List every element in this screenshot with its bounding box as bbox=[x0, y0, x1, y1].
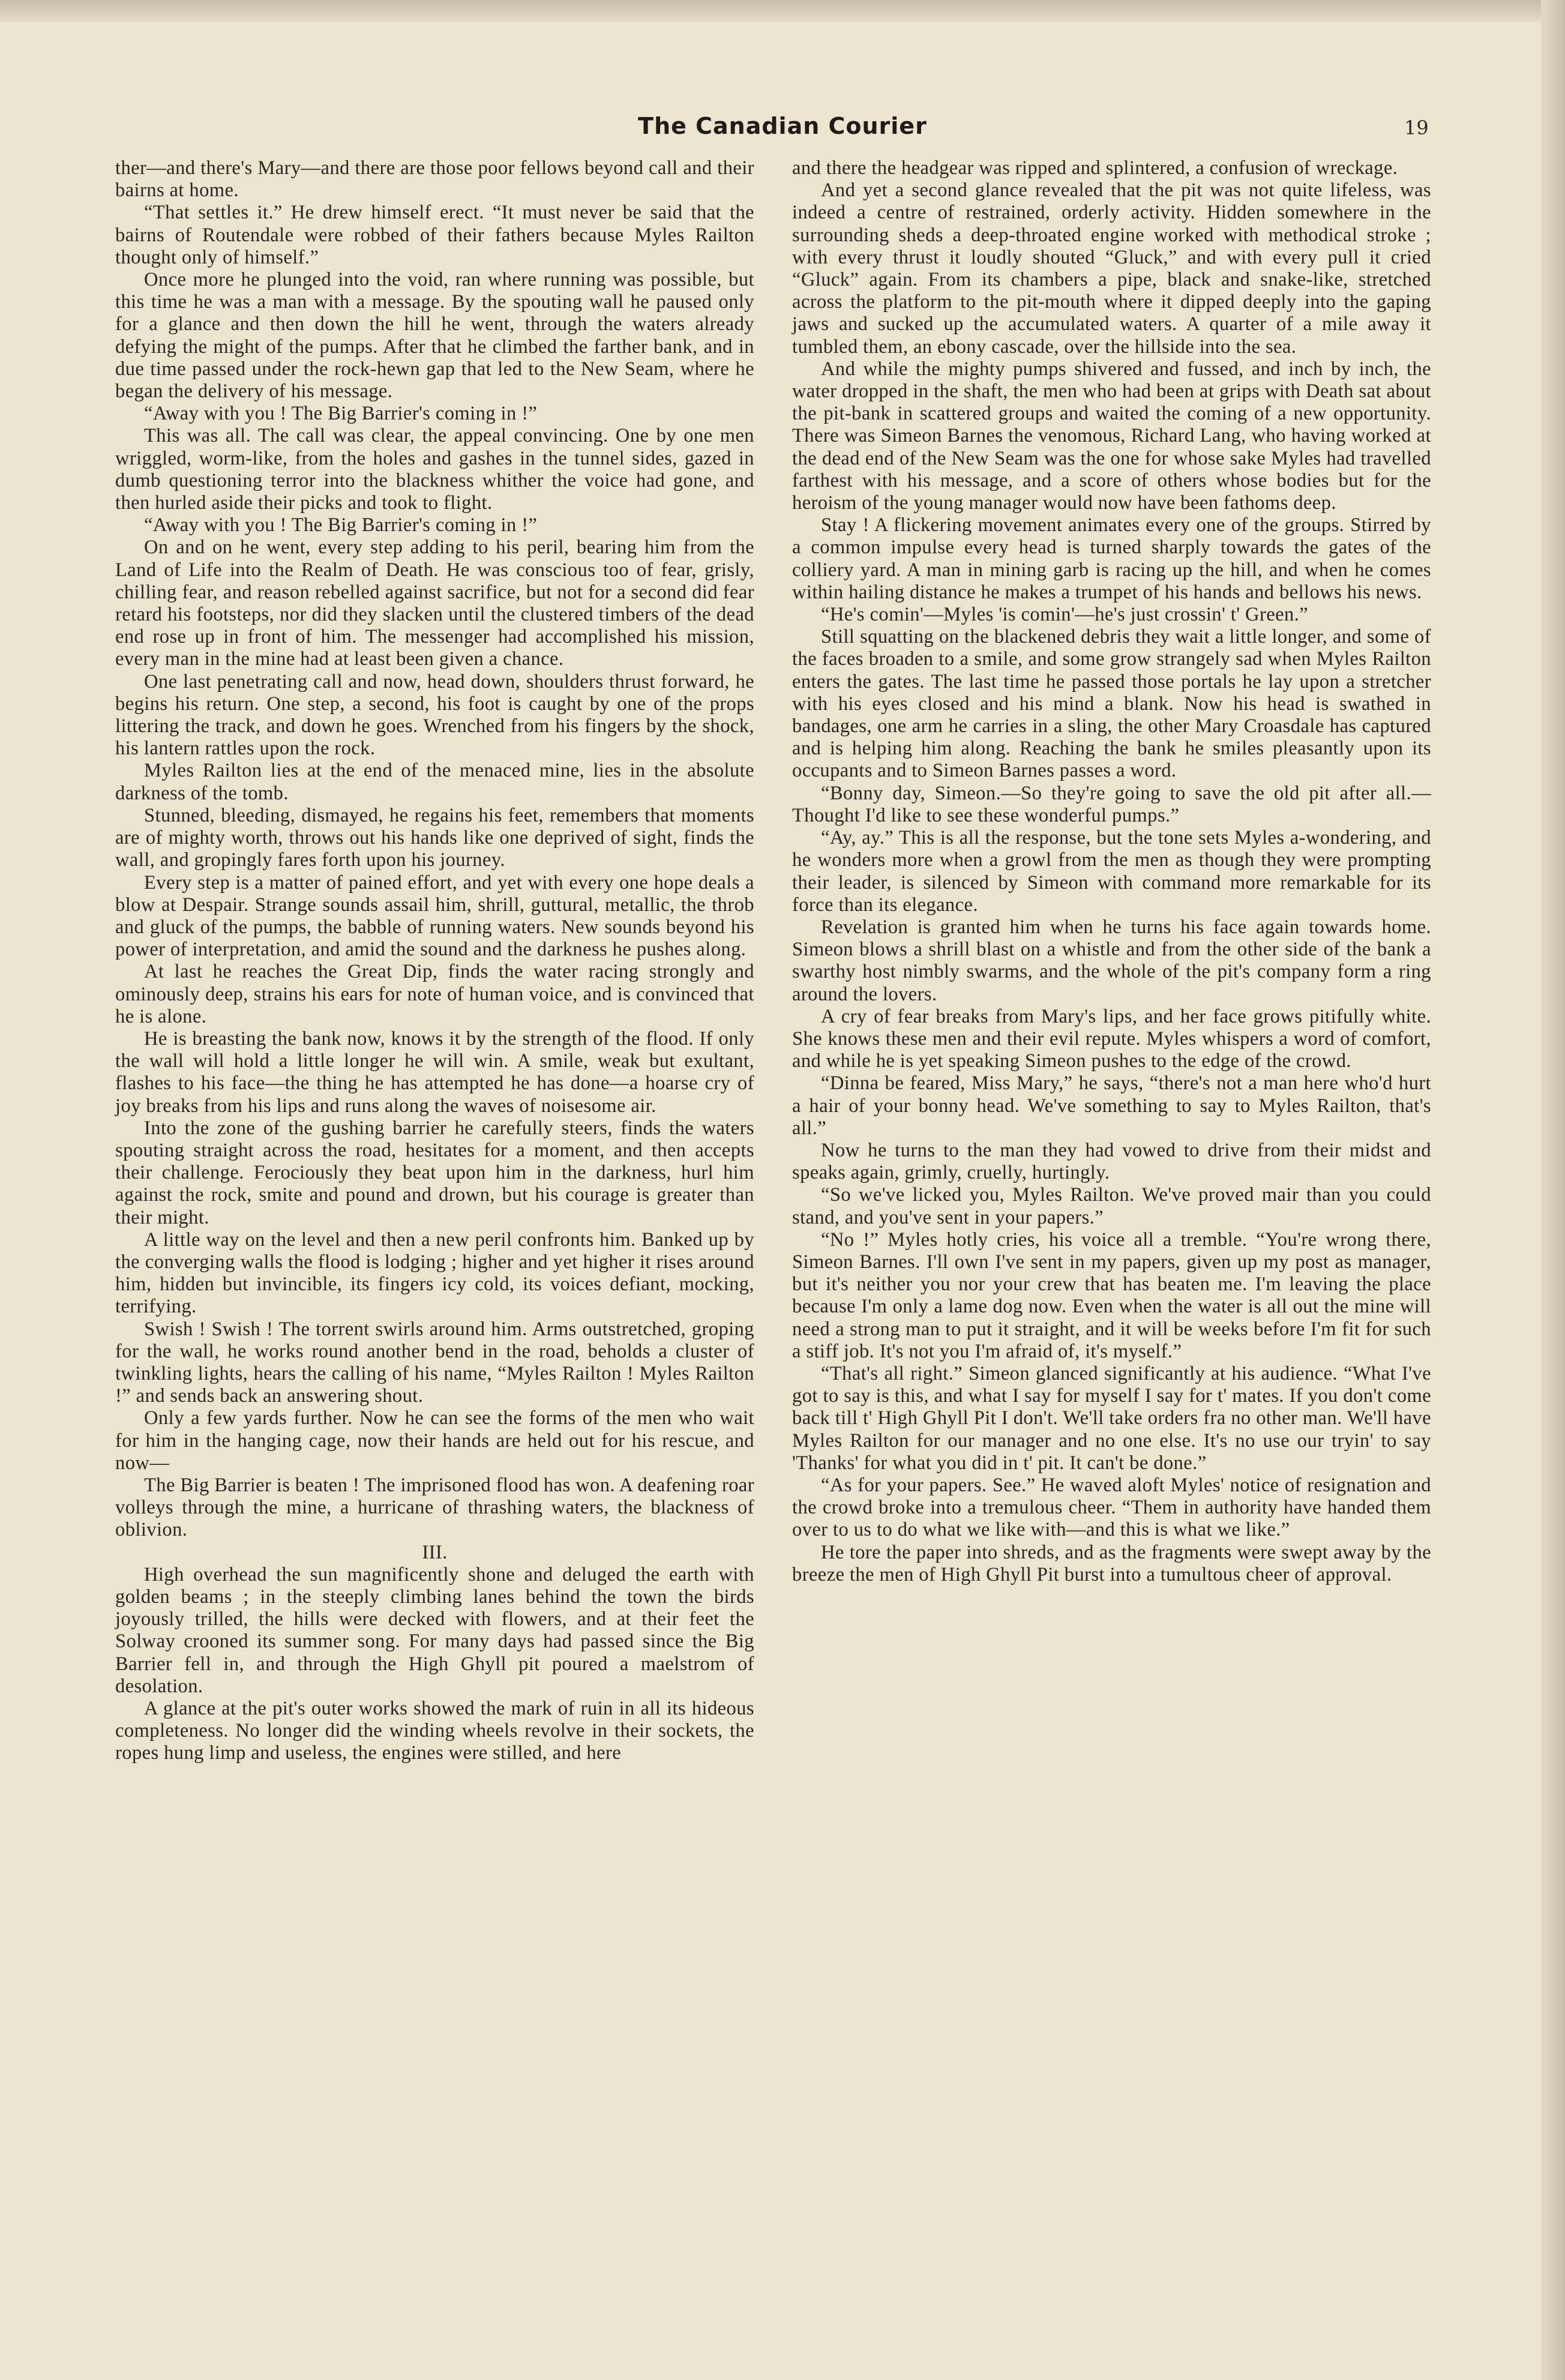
paragraph: “So we've licked you, Myles Railton. We've proved mair than you could stand, and you've sent in your papers.” bbox=[792, 1184, 1431, 1228]
paragraph: Revelation is granted him when he turns his face again towards home. Simeon blows a shrill blast on a whistle and from the other side of the bank a swarthy host nimbly swarms, and the whole of the pit's company form a ring around the lovers. bbox=[792, 916, 1431, 1005]
masthead: The Canadian Courier bbox=[638, 113, 927, 139]
paragraph: Only a few yards further. Now he can see the forms of the men who wait for him in the hanging cage, now their hands are held out for his rescue, and now— bbox=[115, 1407, 754, 1474]
right-column bbox=[792, 157, 1431, 1586]
paragraph: This was all. The call was clear, the appeal convincing. One by one men wriggled, worm-like, from the holes and gashes in the tunnel sides, gazed in dumb questioning terror into the blackness whither the voice had gone, and then hurled aside their picks and took to flight. bbox=[115, 425, 754, 514]
page-right-edge bbox=[1541, 0, 1565, 2380]
paragraph: And yet a second glance revealed that the pit was not quite lifeless, was indeed a centre of restrained, orderly activity. Hidden somewhere in the surrounding sheds a deep-throated engine worked with methodical stroke ; with every thrust it loudly shouted “Gluck,” and with every pull it cried “Gluck” again. From its chambers a pipe, black and snake-like, stretched across the platform to the pit-mouth where it dipped deeply into the gaping jaws and sucked up the accumulated waters. A quarter of a mile away it tumbled them, an ebony cascade, over the hillside into the sea. bbox=[792, 179, 1431, 358]
paragraph: One last penetrating call and now, head down, shoulders thrust forward, he begins his return. One step, a second, his foot is caught by one of the props littering the track, and down he goes. Wrenched from his fingers by the shock, his lantern rattles upon the rock. bbox=[115, 670, 754, 760]
paragraph: “Away with you ! The Big Barrier's coming in !” bbox=[144, 403, 538, 425]
paragraph: “Ay, ay.” This is all the response, but the tone sets Myles a-wondering, and he wonders more when a growl from the men as though they were prompting their leader, is silenced by Simeon with command more remarkable for its force than its elegance. bbox=[792, 827, 1431, 916]
paragraph: ther—and there's Mary—and there are those poor fellows beyond call and their bairns at home. bbox=[115, 157, 754, 202]
paragraph: Stay ! A flickering movement animates every one of the groups. Stirred by a common impulse every head is turned sharply towards the gates of the colliery yard. A man in mining garb is racing up the hill, and when he comes within hailing distance he makes a trumpet of his hands and bellows his news. bbox=[792, 514, 1431, 603]
paragraph: “Bonny day, Simeon.—So they're going to save the old pit after all.—Thought I'd like to see these wonderful pumps.” bbox=[792, 782, 1431, 826]
paragraph: And while the mighty pumps shivered and fussed, and inch by inch, the water dropped in the shaft, the men who had been at grips with Death sat about the pit-bank in scattered groups and waited the coming of a new opportunity. There was Simeon Barnes the venomous, Richard Lang, who having worked at the dead end of the New Seam was the one for whose sake Myles had travelled farthest with his message, and a score of others whose bodies but for the heroism of the young manager would now have been fathoms deep. bbox=[792, 358, 1431, 514]
paragraph: Now he turns to the man they had vowed to drive from their midst and speaks again, grimly, cruelly, hurtingly. bbox=[792, 1139, 1431, 1184]
paragraph: Swish ! Swish ! The torrent swirls around him. Arms outstretched, groping for the wall, he works round another bend in the road, beholds a cluster of twinkling lights, hears the calling of his name, “Myles Railton ! Myles Railton !” and sends back an answering shout. bbox=[115, 1318, 754, 1407]
paragraph: and there the headgear was ripped and splintered, a confusion of wreckage. bbox=[792, 157, 1398, 179]
paragraph: The Big Barrier is beaten ! The imprisoned flood has won. A deafening roar volleys through the mine, a hurricane of thrashing waters, the blackness of oblivion. bbox=[115, 1474, 754, 1541]
paragraph: “No !” Myles hotly cries, his voice all a tremble. “You're wrong there, Simeon Barnes. I'll own I've sent in my papers, given up my post as manager, but it's neither you nor your crew that has beaten me. I'm leaving the place because I'm only a lame dog now. Even when the water is all out the mine will need a strong man to put it straight, and it will be weeks before I'm fit for such a stiff job. It's not you I'm afraid of, it's myself.” bbox=[792, 1228, 1431, 1362]
paragraph: “Dinna be feared, Miss Mary,” he says, “there's not a man here who'd hurt a hair of your bonny head. We've something to say to Myles Railton, that's all.” bbox=[792, 1072, 1431, 1139]
paragraph: Myles Railton lies at the end of the menaced mine, lies in the absolute darkness of the tomb. bbox=[115, 760, 754, 804]
paragraph: Every step is a matter of pained effort, and yet with every one hope deals a blow at Despair. Strange sounds assail him, shrill, guttural, metallic, the throb and gluck of the pumps, the babble of running waters. New sounds beyond his power of interpretation, and amid the sound and the darkness he pushes along. bbox=[115, 871, 754, 961]
section-number: III. bbox=[422, 1541, 448, 1563]
paragraph: He tore the paper into shreds, and as the fragments were swept away by the breeze the men of High Ghyll Pit burst into a tumultous cheer of approval. bbox=[792, 1541, 1431, 1585]
paragraph: “That's all right.” Simeon glanced significantly at his audience. “What I've got to say is this, and what I say for myself I say for t' mates. If you don't come back till t' High Ghyll Pit I don't. We'll take orders fra no other man. We'll have Myles Railton for our manager and no one else. It's no use our tryin' to say 'Thanks' for what you did in t' pit. It can't be done.” bbox=[792, 1362, 1431, 1474]
paragraph: Still squatting on the blackened debris they wait a little longer, and some of the faces broaden to a smile, and some grow strangely sad when Myles Railton enters the gates. The last time he passed those portals he lay upon a stretcher with his eyes closed and his mind a blank. Now his head is swathed in bandages, one arm he carries in a sling, the other Mary Croasdale has captured and is helping him along. Reaching the bank he smiles pleasantly upon its occupants and to Simeon Barnes passes a word. bbox=[792, 626, 1431, 782]
page-header bbox=[0, 113, 1565, 149]
paragraph: “He's comin'—Myles 'is comin'—he's just crossin' t' Green.” bbox=[821, 604, 1309, 626]
paragraph: On and on he went, every step adding to his peril, bearing him from the Land of Life into the Realm of Death. He was conscious too of fear, grisly, chilling fear, and reason rebelled against sacrifice, but not for a second did fear retard his footsteps, nor did they slacken until the clustered timbers of the dead end rose up in front of him. The messenger had accomplished his mission, every man in the mine had at least been given a chance. bbox=[115, 536, 754, 670]
paragraph: Once more he plunged into the void, ran where running was possible, but this time he was a man with a message. By the spouting wall he paused only for a glance and then down the hill he went, through the waters already defying the might of the pumps. After that he climbed the farther bank, and in due time passed under the rock-hewn gap that led to the New Seam, where he began the delivery of his message. bbox=[115, 269, 754, 403]
paragraph: “As for your papers. See.” He waved aloft Myles' notice of resignation and the crowd broke into a tremulous cheer. “Them in authority have handed them over to us to do what we like with—and this is what we like.” bbox=[792, 1474, 1431, 1541]
paragraph: At last he reaches the Great Dip, finds the water racing strongly and ominously deep, strains his ears for note of human voice, and is convinced that he is alone. bbox=[115, 961, 754, 1027]
paragraph: Stunned, bleeding, dismayed, he regains his feet, remembers that moments are of mighty worth, throws out his hands like one deprived of sight, finds the wall, and gropingly fares forth upon his journey. bbox=[115, 804, 754, 871]
paragraph: “Away with you ! The Big Barrier's coming in !” bbox=[144, 514, 538, 536]
left-column bbox=[115, 157, 754, 1765]
paragraph: A cry of fear breaks from Mary's lips, and her face grows pitifully white. She knows these men and their evil repute. Myles whispers a word of comfort, and while he is yet speaking Simeon pushes to the edge of the crowd. bbox=[792, 1005, 1431, 1072]
paragraph: Into the zone of the gushing barrier he carefully steers, finds the waters spouting straight across the road, hesitates for a moment, and then accepts their challenge. Ferociously they beat upon him in the darkness, hurl him against the rock, smite and pound and drown, but his courage is greater than their might. bbox=[115, 1117, 754, 1228]
page-top-edge bbox=[0, 0, 1565, 22]
paragraph: He is breasting the bank now, knows it by the strength of the flood. If only the wall will hold a little longer he will win. A smile, weak but exultant, flashes to his face—the thing he has attempted he has done—a hoarse cry of joy breaks from his lips and runs along the waves of noisesome air. bbox=[115, 1027, 754, 1117]
paragraph: “That settles it.” He drew himself erect. “It must never be said that the bairns of Routendale were robbed of their fathers because Myles Railton thought only of himself.” bbox=[115, 202, 754, 268]
page-number: 19 bbox=[1404, 116, 1429, 139]
paragraph: A little way on the level and then a new peril confronts him. Banked up by the converging walls the flood is lodging ; higher and yet higher it rises around him, hidden but invincible, its fingers icy cold, its voices defiant, mocking, terrifying. bbox=[115, 1228, 754, 1318]
paragraph: High overhead the sun magnificently shone and deluged the earth with golden beams ; in the steeply climbing lanes behind the town the birds joyously trilled, the hills were decked with flowers, and at their feet the Solway crooned its summer song. For many days had passed since the Big Barrier fell in, and through the High Ghyll pit poured a maelstrom of desolation. bbox=[115, 1563, 754, 1697]
paragraph: A glance at the pit's outer works showed the mark of ruin in all its hideous completeness. No longer did the winding wheels revolve in their sockets, the ropes hung limp and useless, the engines were stilled, and here bbox=[115, 1698, 754, 1764]
